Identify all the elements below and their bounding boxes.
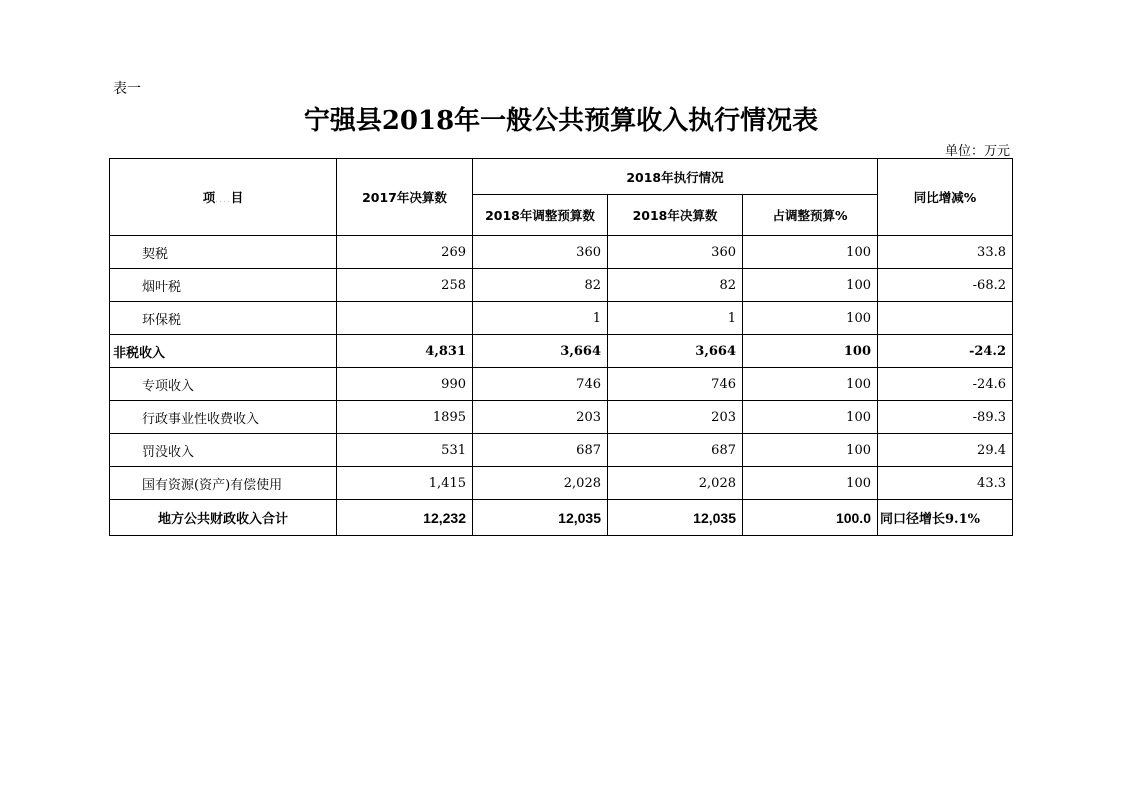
row-name: 烟叶税 (110, 269, 337, 302)
header-pct-adjusted: 占调整预算% (743, 195, 878, 236)
total-final: 12,035 (608, 500, 743, 536)
cell-growth: -24.2 (878, 335, 1013, 368)
table-label: 表一 (113, 81, 141, 97)
cell-growth: -68.2 (878, 269, 1013, 302)
cell-v2017: 531 (337, 434, 473, 467)
cell-final: 2,028 (608, 467, 743, 500)
header-2017-final: 2017年决算数 (337, 159, 473, 236)
cell-final: 3,664 (608, 335, 743, 368)
table-row (110, 434, 1013, 467)
cell-adjusted: 360 (473, 236, 608, 269)
header-2018-final: 2018年决算数 (608, 195, 743, 236)
cell-final: 360 (608, 236, 743, 269)
cell-pct: 100 (743, 401, 878, 434)
table-row (110, 236, 1013, 269)
row-name: 专项收入 (110, 368, 337, 401)
cell-v2017 (337, 302, 473, 335)
row-name: 环保税 (110, 302, 337, 335)
cell-v2017: 1,415 (337, 467, 473, 500)
cell-final: 746 (608, 368, 743, 401)
cell-growth: -89.3 (878, 401, 1013, 434)
header-2018-execution: 2018年执行情况 (473, 159, 878, 195)
header-item: 项....目 (110, 159, 337, 236)
cell-adjusted: 82 (473, 269, 608, 302)
cell-final: 1 (608, 302, 743, 335)
cell-final: 82 (608, 269, 743, 302)
cell-v2017: 1895 (337, 401, 473, 434)
table-row (110, 467, 1013, 500)
cell-growth: -24.6 (878, 368, 1013, 401)
cell-pct: 100 (743, 269, 878, 302)
table-row (110, 302, 1013, 335)
cell-v2017: 269 (337, 236, 473, 269)
cell-adjusted: 203 (473, 401, 608, 434)
cell-adjusted: 746 (473, 368, 608, 401)
cell-growth: 33.8 (878, 236, 1013, 269)
cell-adjusted: 1 (473, 302, 608, 335)
cell-adjusted: 2,028 (473, 467, 608, 500)
cell-growth (878, 302, 1013, 335)
cell-pct: 100 (743, 434, 878, 467)
cell-pct: 100 (743, 236, 878, 269)
header-2018-adjusted: 2018年调整预算数 (473, 195, 608, 236)
total-row (110, 500, 1013, 536)
cell-pct: 100 (743, 302, 878, 335)
table-row (110, 401, 1013, 434)
table-row (110, 269, 1013, 302)
cell-growth: 29.4 (878, 434, 1013, 467)
unit-label: 单位：万元 (944, 144, 1010, 159)
total-adjusted: 12,035 (473, 500, 608, 536)
header-growth: 同比增减% (878, 159, 1013, 236)
budget-table (109, 158, 1013, 536)
total-v2017: 12,232 (337, 500, 473, 536)
cell-adjusted: 3,664 (473, 335, 608, 368)
total-pct: 100.0 (743, 500, 878, 536)
total-growth: 同口径增长9.1% (878, 500, 1013, 536)
table-row (110, 368, 1013, 401)
cell-pct: 100 (743, 467, 878, 500)
row-name: 罚没收入 (110, 434, 337, 467)
row-name: 国有资源(资产)有偿使用 (110, 467, 337, 500)
row-name: 契税 (110, 236, 337, 269)
cell-v2017: 4,831 (337, 335, 473, 368)
row-name: 非税收入 (110, 335, 337, 368)
cell-v2017: 258 (337, 269, 473, 302)
cell-final: 203 (608, 401, 743, 434)
row-name: 行政事业性收费收入 (110, 401, 337, 434)
cell-pct: 100 (743, 368, 878, 401)
total-name: 地方公共财政收入合计 (110, 500, 337, 536)
cell-v2017: 990 (337, 368, 473, 401)
cell-adjusted: 687 (473, 434, 608, 467)
page-title: 宁强县2018年一般公共预算收入执行情况表 (303, 106, 819, 136)
table-row (110, 335, 1013, 368)
cell-final: 687 (608, 434, 743, 467)
cell-pct: 100 (743, 335, 878, 368)
cell-growth: 43.3 (878, 467, 1013, 500)
